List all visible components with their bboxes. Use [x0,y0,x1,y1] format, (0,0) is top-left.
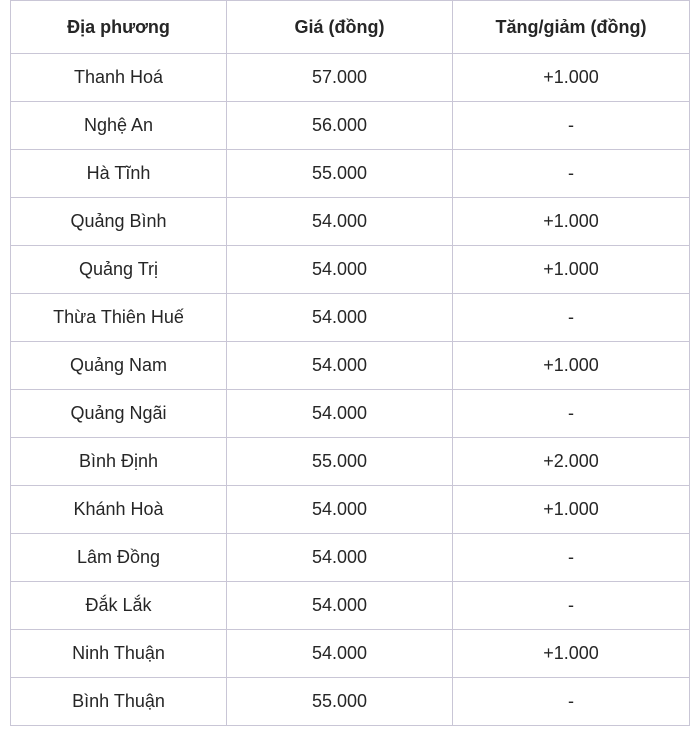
cell-region: Quảng Bình [11,198,227,246]
table-row [11,198,690,246]
cell-region: Quảng Ngãi [11,390,227,438]
cell-change: - [453,150,690,198]
cell-price: 56.000 [227,102,453,150]
table-row [11,390,690,438]
price-table-container [10,0,689,726]
cell-region: Quảng Trị [11,246,227,294]
cell-region: Đắk Lắk [11,582,227,630]
cell-region: Thừa Thiên Huế [11,294,227,342]
cell-change: +1.000 [453,246,690,294]
table-header-row [11,1,690,54]
cell-region: Hà Tĩnh [11,150,227,198]
cell-change: +2.000 [453,438,690,486]
cell-price: 54.000 [227,582,453,630]
cell-change: - [453,534,690,582]
cell-region: Nghệ An [11,102,227,150]
table-row [11,102,690,150]
cell-change: - [453,390,690,438]
cell-price: 54.000 [227,390,453,438]
table-row [11,630,690,678]
table-row [11,678,690,726]
cell-price: 57.000 [227,54,453,102]
cell-region: Ninh Thuận [11,630,227,678]
cell-region: Bình Định [11,438,227,486]
table-row [11,150,690,198]
cell-price: 54.000 [227,246,453,294]
table-row [11,54,690,102]
cell-region: Thanh Hoá [11,54,227,102]
cell-change: - [453,582,690,630]
header-price: Giá (đồng) [227,1,453,54]
table-row [11,438,690,486]
cell-price: 54.000 [227,486,453,534]
table-row [11,294,690,342]
cell-price: 55.000 [227,438,453,486]
header-region: Địa phương [11,1,227,54]
cell-change: +1.000 [453,630,690,678]
cell-change: +1.000 [453,54,690,102]
cell-price: 54.000 [227,294,453,342]
table-row [11,486,690,534]
cell-change: +1.000 [453,198,690,246]
cell-price: 54.000 [227,630,453,678]
cell-region: Khánh Hoà [11,486,227,534]
cell-price: 54.000 [227,198,453,246]
cell-change: +1.000 [453,486,690,534]
table-row [11,342,690,390]
cell-change: +1.000 [453,342,690,390]
cell-region: Bình Thuận [11,678,227,726]
table-row [11,534,690,582]
cell-change: - [453,678,690,726]
price-table [10,0,690,726]
cell-price: 55.000 [227,678,453,726]
table-row [11,246,690,294]
cell-price: 55.000 [227,150,453,198]
table-row [11,582,690,630]
cell-change: - [453,102,690,150]
cell-price: 54.000 [227,342,453,390]
cell-change: - [453,294,690,342]
cell-region: Lâm Đồng [11,534,227,582]
header-change: Tăng/giảm (đồng) [453,1,690,54]
cell-price: 54.000 [227,534,453,582]
cell-region: Quảng Nam [11,342,227,390]
